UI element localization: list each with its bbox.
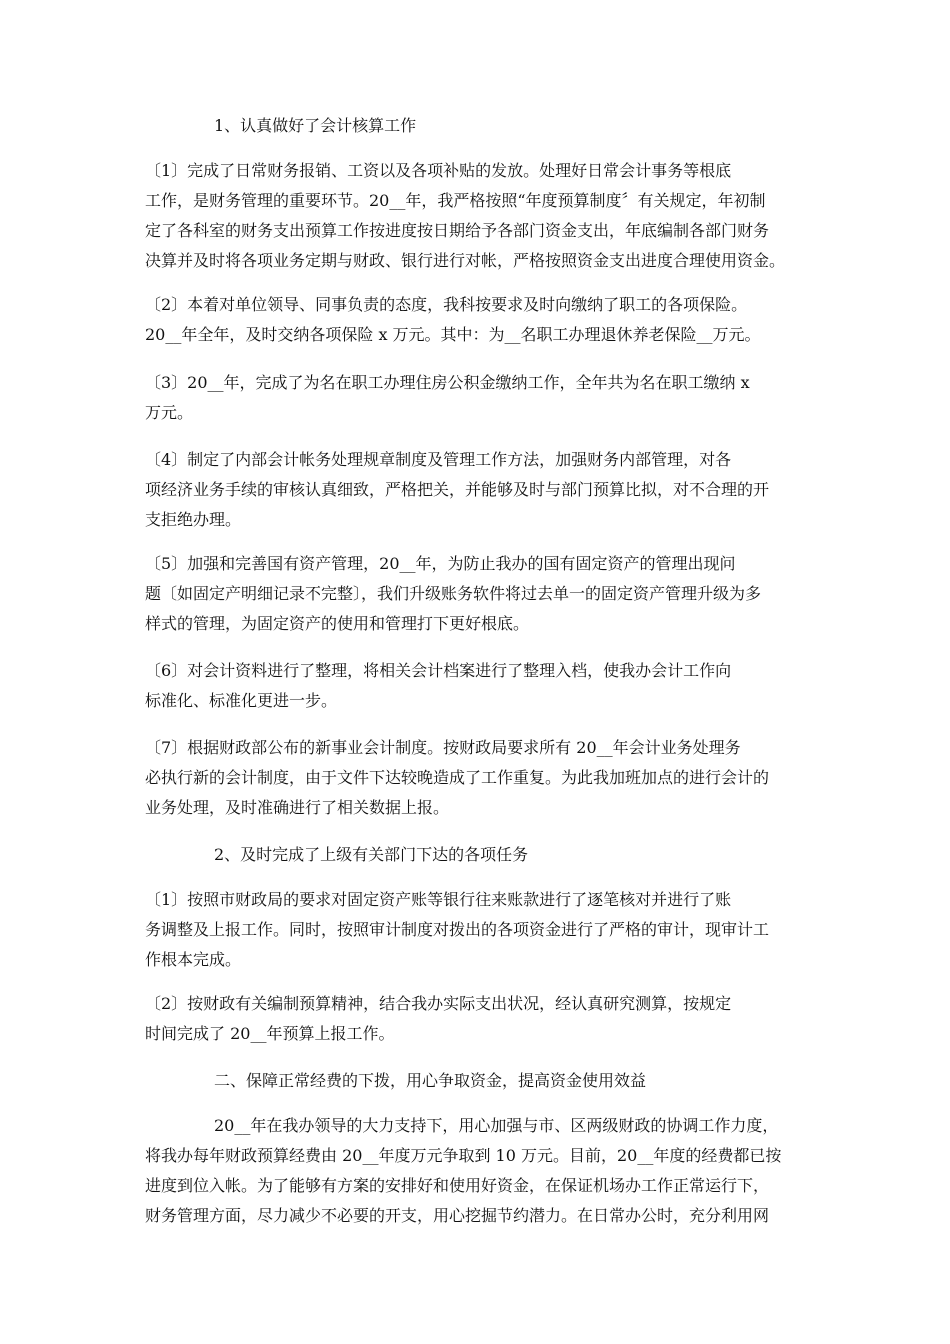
- paragraph-6: [145, 656, 810, 716]
- paragraph-1: [145, 156, 810, 276]
- paragraph-line: 必执行新的会计制度，由于文件下达较晚造成了工作重复。为此我加班加点的进行会计的: [145, 768, 770, 787]
- paragraph-line: 工作，是财务管理的重要环节。20__年，我严格按照“年度预算制度〞有关规定，年初制: [145, 191, 766, 210]
- paragraph-line: 〔1〕完成了日常财务报销、工资以及各项补贴的发放。处理好日常会计事务等根底: [145, 161, 732, 180]
- paragraph-line: 标准化、标准化更进一步。: [145, 691, 338, 710]
- paragraph-line: 支拒绝办理。: [145, 510, 242, 529]
- paragraph-line: 作根本完成。: [145, 950, 242, 969]
- paragraph-line: 20__年在我办领导的大力支持下，用心加强与市、区两级财政的协调工作力度，: [214, 1116, 779, 1135]
- paragraph-4: [145, 445, 810, 535]
- paragraph-line: 题〔如固定产明细记录不完整〕，我们升级账务软件将过去单一的固定资产管理升级为多: [145, 584, 762, 603]
- paragraph-line: 决算并及时将各项业务定期与财政、银行进行对帐，严格按照资金支出进度合理使用资金。: [145, 251, 786, 270]
- paragraph-line: 〔6〕对会计资料进行了整理，将相关会计档案进行了整理入档，使我办会计工作向: [145, 661, 732, 680]
- paragraph-line: 时间完成了 20__年预算上报工作。: [145, 1024, 395, 1043]
- section-heading-3: [214, 1066, 774, 1096]
- paragraph-line: 万元。: [145, 403, 194, 422]
- paragraph-line: 〔1〕按照市财政局的要求对固定资产账等银行往来账款进行了逐笔核对并进行了账: [145, 890, 732, 909]
- paragraph-line: 〔4〕制定了内部会计帐务处理规章制度及管理工作方法，加强财务内部管理，对各: [145, 450, 732, 469]
- paragraph-line: 〔2〕按财政有关编制预算精神，结合我办实际支出状况，经认真研究测算，按规定: [145, 994, 732, 1013]
- heading-text: 二、保障正常经费的下拨，用心争取资金，提高资金使用效益: [214, 1071, 647, 1090]
- paragraph-10: [145, 1111, 810, 1231]
- paragraph-line: 样式的管理，为固定资产的使用和管理打下更好根底。: [145, 614, 530, 633]
- paragraph-line: 进度到位入帐。为了能够有方案的安排好和使用好资金，在保证机场办工作正常运行下，: [145, 1176, 770, 1195]
- paragraph-line: 20__年全年，及时交纳各项保险 x 万元。其中：为__名职工办理退休养老保险__万元。: [145, 325, 761, 344]
- paragraph-line: 财务管理方面，尽力减少不必要的开支，用心挖掘节约潜力。在日常办公时，充分利用网: [145, 1206, 770, 1225]
- paragraph-9: [145, 989, 810, 1049]
- heading-text: 1、认真做好了会计核算工作: [214, 116, 417, 135]
- paragraph-7: [145, 733, 810, 823]
- paragraph-2: [145, 290, 810, 350]
- paragraph-5: [145, 549, 810, 639]
- section-heading-1: [214, 111, 774, 141]
- paragraph-3: [145, 368, 810, 428]
- paragraph-line: 〔2〕本着对单位领导、同事负责的态度，我科按要求及时向缴纳了职工的各项保险。: [145, 295, 748, 314]
- paragraph-line: 定了各科室的财务支出预算工作按进度按日期给予各部门资金支出，年底编制各部门财务: [145, 221, 770, 240]
- paragraph-line: 〔3〕20__年，完成了为名在职工办理住房公积金缴纳工作，全年共为名在职工缴纳 x: [145, 373, 750, 392]
- paragraph-line: 务调整及上报工作。同时，按照审计制度对拨出的各项资金进行了严格的审计，现审计工: [145, 920, 770, 939]
- paragraph-line: 将我办每年财政预算经费由 20__年度万元争取到 10 万元。目前，20__年度的经费都已按: [145, 1146, 782, 1165]
- paragraph-line: 业务处理，及时准确进行了相关数据上报。: [145, 798, 450, 817]
- heading-text: 2、及时完成了上级有关部门下达的各项任务: [214, 845, 529, 864]
- section-heading-2: [214, 840, 774, 870]
- paragraph-line: 〔7〕根据财政部公布的新事业会计制度。按财政局要求所有 20__年会计业务处理务: [145, 738, 741, 757]
- paragraph-line: 项经济业务手续的审核认真细致，严格把关，并能够及时与部门预算比拟，对不合理的开: [145, 480, 770, 499]
- paragraph-8: [145, 885, 810, 975]
- paragraph-line: 〔5〕加强和完善国有资产管理，20__年，为防止我办的国有固定资产的管理出现问: [145, 554, 736, 573]
